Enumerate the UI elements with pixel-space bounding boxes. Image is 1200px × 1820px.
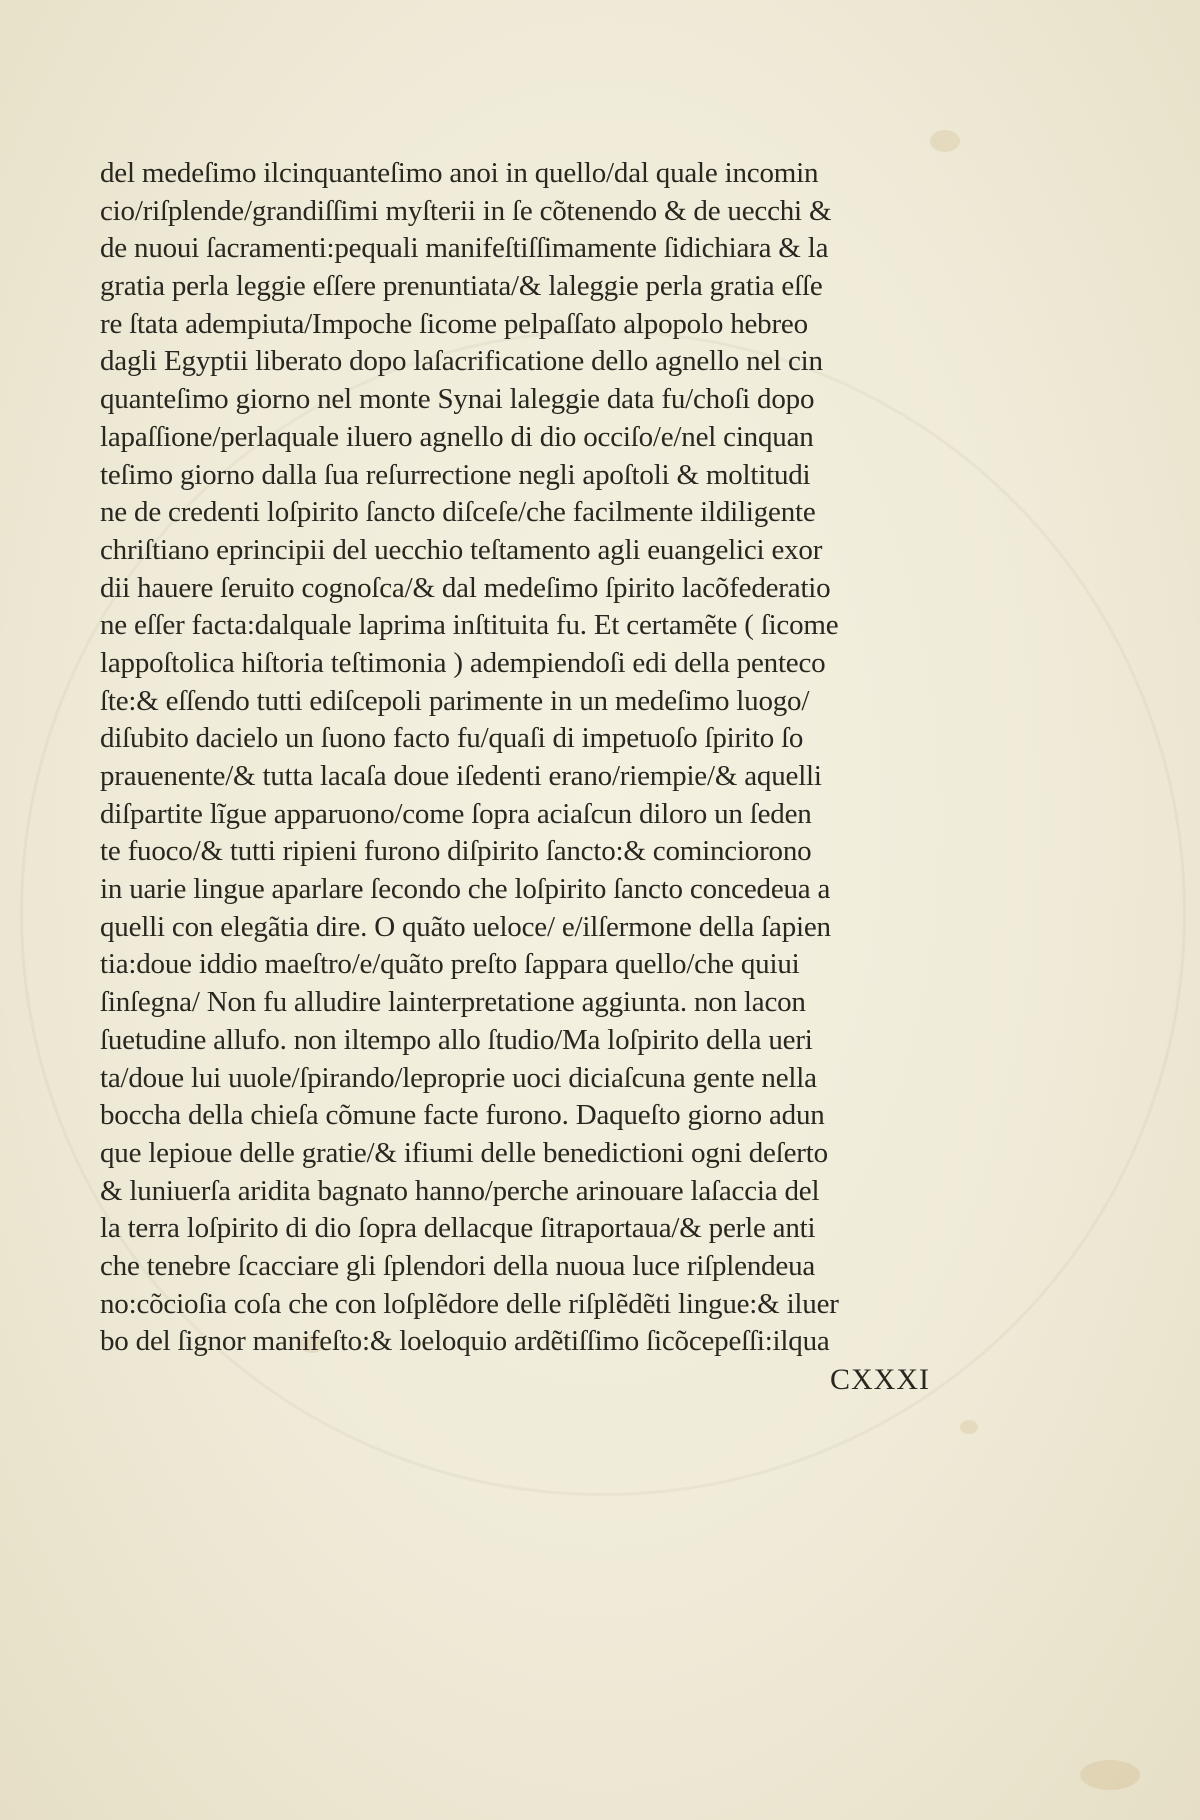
text-line: cio/riſplende/grandiſſimi myſterii in ſe cõtenendo & de uecchi & xyxy=(100,194,832,227)
text-line: & luniuerſa aridita bagnato hanno/perche arinouare laſaccia del xyxy=(100,1174,820,1207)
text-line: diſubito dacielo un ſuono facto fu/quaſi di impetuoſo ſpirito ſo xyxy=(100,722,804,755)
text-line: quanteſimo giorno nel monte Synai laleggie data fu/choſi dopo xyxy=(100,383,815,416)
text-line: bo del ſignor manifeſto:& loeloquio ardẽtiſſimo ſicõcepeſſi:ilqua xyxy=(100,1325,830,1358)
foxing-spot xyxy=(930,130,960,152)
text-line: gratia perla leggie eſſere prenuntiata/& laleggie perla gratia eſſe xyxy=(100,270,823,303)
text-line: ſinſegna/ Non fu alludire lainterpretatione aggiunta. non lacon xyxy=(100,986,806,1019)
text-line: de nuoui ſacramenti:pequali manifeſtiſſimamente ſidichiara & la xyxy=(100,232,829,265)
text-line: ne eſſer facta:dalquale laprima inſtituita fu. Et certamẽte ( ſicome xyxy=(100,609,839,642)
text-line: lapaſſione/perlaquale iluero agnello di dio occiſo/e/nel cinquan xyxy=(100,420,814,453)
text-line: che tenebre ſcacciare gli ſplendori della nuoua luce riſplendeua xyxy=(100,1249,816,1282)
text-line: dii hauere ſeruito cognoſca/& dal medeſimo ſpirito lacõfederatio xyxy=(100,571,831,604)
foxing-spot xyxy=(960,1420,978,1434)
text-line: chriſtiano eprincipii del uecchio teſtamento agli euangelici exor xyxy=(100,533,823,566)
text-line: ſte:& eſſendo tutti ediſcepoli parimente in un medeſimo luogo/ xyxy=(100,684,810,717)
text-line: te fuoco/& tutti ripieni furono diſpirito ſancto:& cominciorono xyxy=(100,835,812,868)
text-line: in uarie lingue aparlare ſecondo che loſpirito ſancto concedeua a xyxy=(100,873,831,906)
folio-number: CXXXI xyxy=(830,1363,930,1396)
text-block xyxy=(100,155,970,1399)
text-line: ſuetudine allufo. non iltempo allo ſtudio/Ma loſpirito della ueri xyxy=(100,1023,813,1056)
text-line: dagli Egyptii liberato dopo laſacrificatione dello agnello nel cin xyxy=(100,345,823,378)
text-line: que lepioue delle gratie/& ifiumi delle benedictioni ogni deſerto xyxy=(100,1136,828,1169)
text-line: ne de credenti loſpirito ſancto diſceſe/che facilmente ildiligente xyxy=(100,496,816,529)
text-line: tia:doue iddio maeſtro/e/quãto preſto ſappara quello/che quiui xyxy=(100,948,800,981)
text-line: quelli con elegãtia dire. O quãto ueloce/ e/ilſermone della ſapien xyxy=(100,910,831,943)
text-line: ta/doue lui uuole/ſpirando/leproprie uoci diciaſcuna gente nella xyxy=(100,1061,817,1094)
text-line: boccha della chieſa cõmune facte furono. Daqueſto giorno adun xyxy=(100,1099,825,1132)
text-line: prauenente/& tutta lacaſa doue iſedenti erano/riempie/& aquelli xyxy=(100,760,822,792)
text-line: teſimo giorno dalla ſua reſurrectione negli apoſtoli & moltitudi xyxy=(100,458,811,491)
text-line: del medeſimo ilcinquanteſimo anoi in quello/dal quale incomin xyxy=(100,157,819,189)
text-line: no:cõcioſia coſa che con loſplẽdore delle riſplẽdẽti lingue:& iluer xyxy=(100,1287,839,1320)
text-line: diſpartite lĩgue apparuono/come ſopra aciaſcun diloro un ſeden xyxy=(100,797,812,830)
foxing-spot xyxy=(1080,1760,1140,1790)
text-line: la terra loſpirito di dio ſopra dellacque ſitraportaua/& perle anti xyxy=(100,1212,816,1245)
text-line: lappoſtolica hiſtoria teſtimonia ) adempiendoſi edi della penteco xyxy=(100,646,826,679)
text-line: re ſtata adempiuta/Impoche ſicome pelpaſſato alpopolo hebreo xyxy=(100,307,808,340)
